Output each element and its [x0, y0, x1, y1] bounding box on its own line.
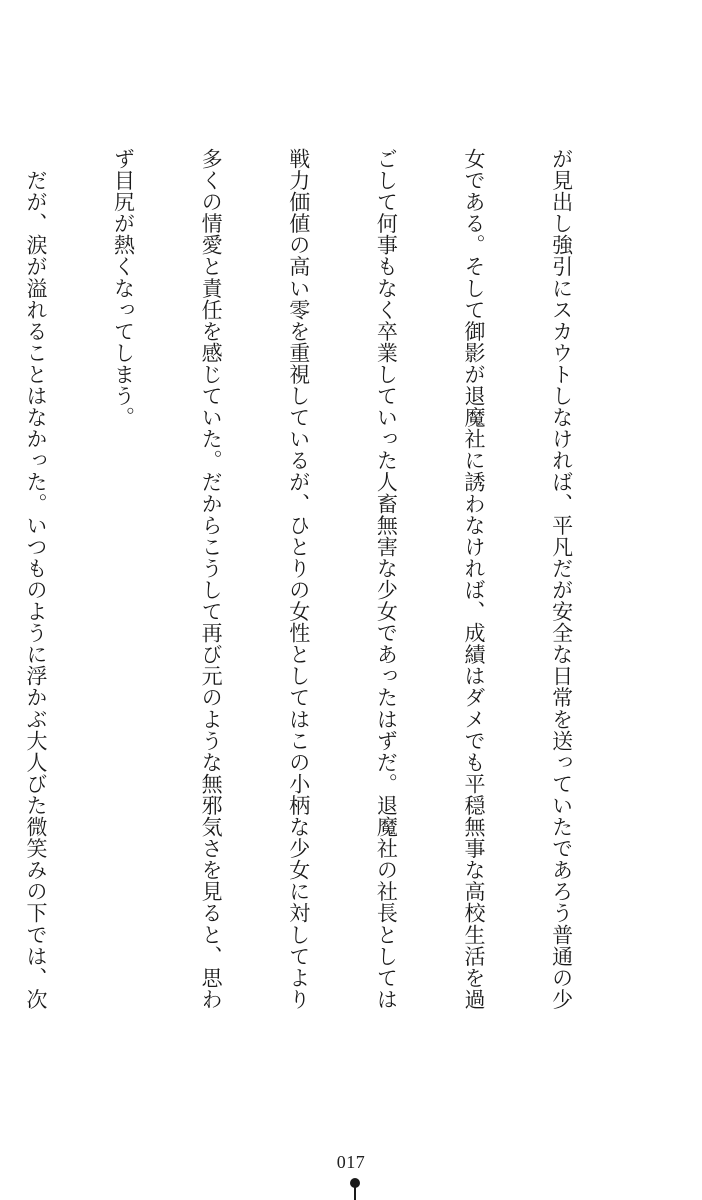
text-line: 女である。そして御影が退魔社に誘わなければ、成績はダメでも平穏無事な高校生活を過 — [461, 148, 486, 1010]
text-line: ごして何事もなく卒業していった人畜無害な少女であったはずだ。退魔社の社長としては — [374, 148, 399, 1010]
text-line: だが、涙が溢れることはなかった。いつものように浮かぶ大人びた微笑みの下では、次 — [23, 148, 48, 1010]
text-line: 多くの情愛と責任を感じていた。だからこうして再び元のような無邪気さを見ると、思わ — [199, 148, 224, 1010]
marker-stem — [354, 1186, 356, 1200]
text-line: 戦力価値の高い零を重視しているが、ひとりの女性としてはこの小柄な少女に対してより — [286, 148, 311, 1010]
page-number: 017 — [336, 1152, 366, 1172]
text-line: ず目尻が熱くなってしまう。 — [111, 148, 136, 429]
body-text — [23, 148, 634, 1038]
page-marker-icon — [350, 1178, 360, 1200]
text-line: が見出し強引にスカウトしなければ、平凡だが安全な日常を送っていたであろう普通の少 — [549, 148, 574, 1010]
